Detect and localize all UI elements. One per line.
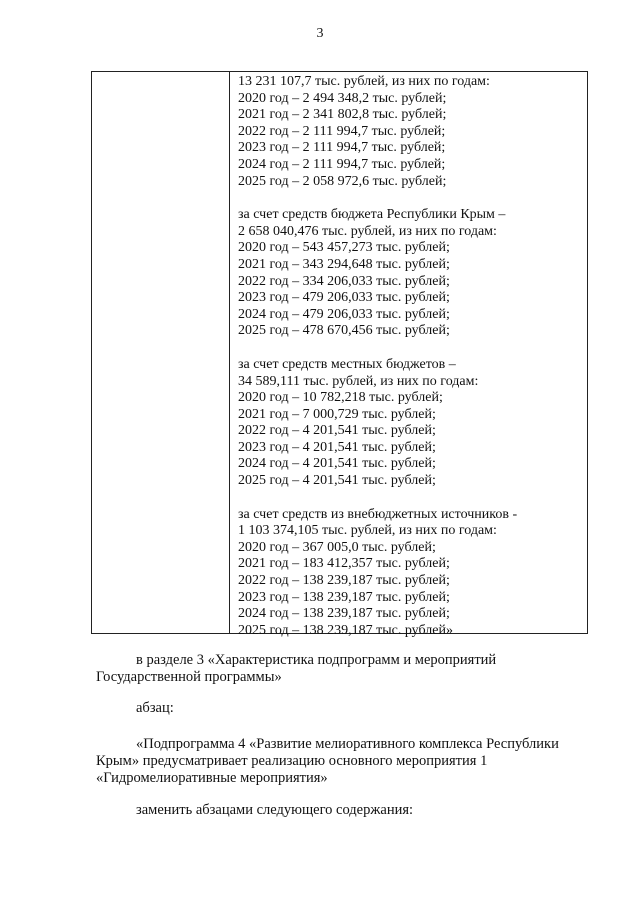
local-year-2023: 2023 год – 4 201,541 тыс. рублей; <box>238 439 436 455</box>
federal-year-2024: 2024 год – 2 111 994,7 тыс. рублей; <box>238 156 446 172</box>
crimea-year-2023: 2023 год – 479 206,033 тыс. рублей; <box>238 290 450 306</box>
financing-cell <box>238 74 583 639</box>
federal-year-2021: 2021 год – 2 341 802,8 тыс. рублей; <box>238 107 447 123</box>
offbudget-heading: за счет средств из внебюджетных источников - <box>238 506 518 522</box>
quote-line-2: Крым» предусматривает реализацию основного мероприятия 1 <box>96 753 488 769</box>
offbudget-year-2024: 2024 год – 138 239,187 тыс. рублей; <box>238 606 450 622</box>
offbudget-year-2023: 2023 год – 138 239,187 тыс. рублей; <box>238 589 450 605</box>
offbudget-year-2020: 2020 год – 367 005,0 тыс. рублей; <box>238 539 436 555</box>
federal-year-2025: 2025 год – 2 058 972,6 тыс. рублей; <box>238 173 447 189</box>
crimea-total: 2 658 040,476 тыс. рублей, из них по годам: <box>238 223 497 239</box>
crimea-year-2020: 2020 год – 543 457,273 тыс. рублей; <box>238 240 450 256</box>
local-total: 34 589,111 тыс. рублей, из них по годам: <box>238 373 479 389</box>
local-year-2020: 2020 год – 10 782,218 тыс. рублей; <box>238 390 443 406</box>
local-year-2021: 2021 год – 7 000,729 тыс. рублей; <box>238 406 436 422</box>
federal-year-2022: 2022 год – 2 111 994,7 тыс. рублей; <box>238 123 446 139</box>
column-divider <box>229 72 230 633</box>
section-paragraph <box>96 652 580 686</box>
local-year-2024: 2024 год – 4 201,541 тыс. рублей; <box>238 456 436 472</box>
federal-total: 13 231 107,7 тыс. рублей, из них по годам: <box>238 74 490 89</box>
quote-line-3: «Гидромелиоративные мероприятия» <box>96 770 328 786</box>
quote-line-1: «Подпрограмма 4 «Развитие мелиоративного комплекса Республики <box>136 736 559 752</box>
crimea-year-2021: 2021 год – 343 294,648 тыс. рублей; <box>238 256 450 272</box>
offbudget-year-2021: 2021 год – 183 412,357 тыс. рублей; <box>238 556 450 572</box>
page-number: 3 <box>316 26 324 41</box>
offbudget-year-2022: 2022 год – 138 239,187 тыс. рублей; <box>238 573 450 589</box>
financing-table <box>91 71 588 638</box>
local-year-2025: 2025 год – 4 201,541 тыс. рублей; <box>238 473 436 489</box>
local-heading: за счет средств местных бюджетов – <box>238 356 456 372</box>
section-line-1: в разделе 3 «Характеристика подпрограмм и мероприятий <box>136 652 497 668</box>
replace-instruction: заменить абзацами следующего содержания: <box>136 802 414 818</box>
crimea-heading: за счет средств бюджета Республики Крым – <box>238 207 506 223</box>
crimea-year-2022: 2022 год – 334 206,033 тыс. рублей; <box>238 273 450 289</box>
crimea-year-2024: 2024 год – 479 206,033 тыс. рублей; <box>238 306 450 322</box>
quote-paragraph <box>96 736 580 787</box>
federal-year-2023: 2023 год – 2 111 994,7 тыс. рублей; <box>238 140 446 156</box>
federal-year-2020: 2020 год – 2 494 348,2 тыс. рублей; <box>238 90 447 106</box>
offbudget-total: 1 103 374,105 тыс. рублей, из них по годам: <box>238 523 497 539</box>
abzac-label: абзац: <box>136 700 174 716</box>
section-line-2: Государственной программы» <box>96 669 282 685</box>
local-year-2022: 2022 год – 4 201,541 тыс. рублей; <box>238 423 436 439</box>
offbudget-year-2025: 2025 год – 138 239,187 тыс. рублей» <box>238 622 453 638</box>
crimea-year-2025: 2025 год – 478 670,456 тыс. рублей; <box>238 323 450 339</box>
